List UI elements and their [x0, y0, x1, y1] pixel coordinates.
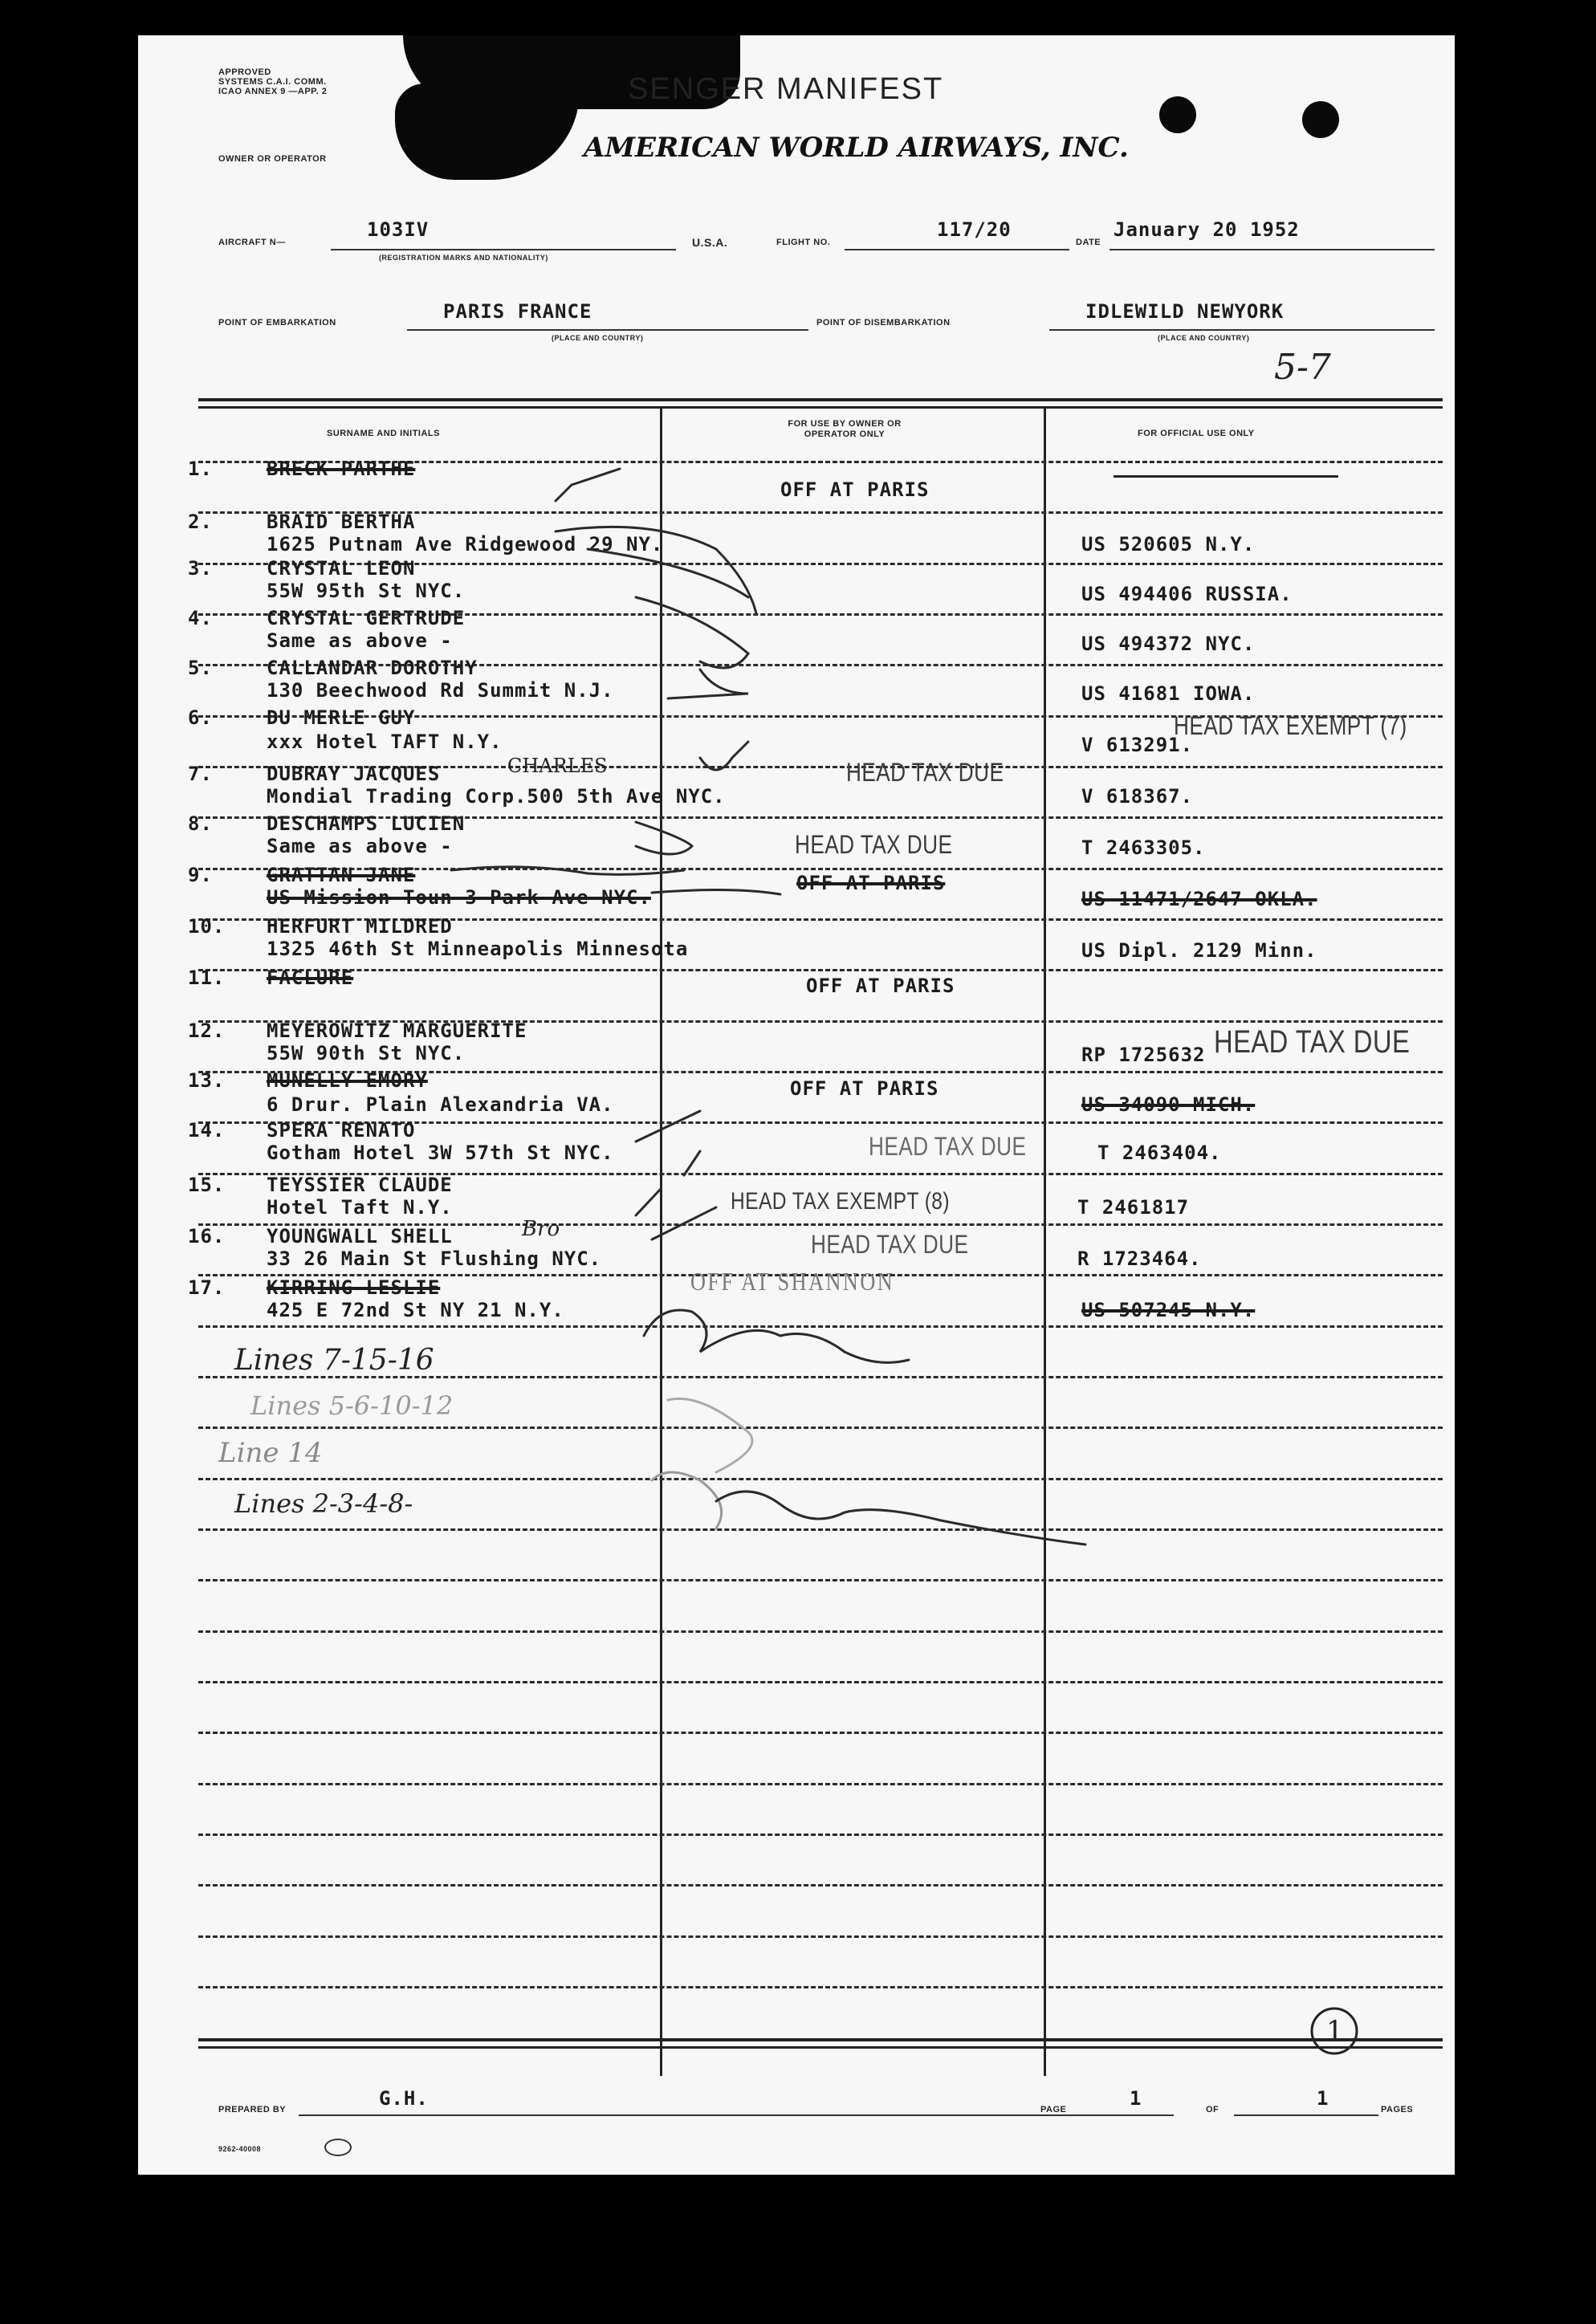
- passenger-address: US Mission Toun 3 Park Ave NYC.: [267, 886, 651, 909]
- head-tax-due-stamp: HEAD TAX DUE: [869, 1132, 1027, 1161]
- handwritten-reference: 5-7: [1274, 347, 1331, 388]
- prepared-by-value: G.H.: [379, 2087, 429, 2110]
- prepared-underline: [299, 2114, 1134, 2116]
- official-entry: T 2463404.: [1097, 1142, 1222, 1164]
- scribble: [451, 867, 780, 894]
- passenger-name: GRATTAN JANE: [267, 864, 416, 886]
- country-label: U.S.A.: [692, 236, 728, 249]
- passenger-name: DESCHAMPS LUCIEN: [267, 812, 466, 835]
- column-header-owner: FOR USE BY OWNER OR OPERATOR ONLY: [788, 419, 902, 439]
- official-entry: US 494406 RUSSIA.: [1081, 583, 1293, 605]
- of-underline: [1234, 2114, 1378, 2116]
- embarkation-label: POINT OF EMBARKATION: [218, 318, 336, 328]
- handwriting-overlay: [138, 35, 1455, 2175]
- passenger-address: Hotel Taft N.Y.: [267, 1196, 453, 1219]
- passenger-name: BRAID BERTHA: [267, 511, 416, 533]
- of-label: OF: [1206, 2105, 1219, 2114]
- row-number: 9.: [188, 864, 213, 886]
- prepared-by-label: PREPARED BY: [218, 2105, 287, 2114]
- row-number: 5.: [188, 657, 213, 679]
- passenger-name: KIRRING LESLIE: [267, 1276, 441, 1299]
- aircraft-value: 103IV: [367, 218, 430, 241]
- handwritten-charles: CHARLES: [507, 755, 608, 777]
- passenger-address: 33 26 Main St Flushing NYC.: [267, 1247, 602, 1270]
- date-value: January 20 1952: [1114, 218, 1300, 241]
- check-mark: [668, 670, 748, 698]
- official-entry: US 41681 IOWA.: [1081, 682, 1256, 705]
- check-mark: [652, 1207, 716, 1239]
- check-mark: [636, 1111, 700, 1175]
- approval-line2: SYSTEMS C.A.I. COMM.: [218, 77, 327, 87]
- passenger-address: xxx Hotel TAFT N.Y.: [267, 731, 503, 753]
- column-header-official: FOR OFFICIAL USE ONLY: [1138, 429, 1255, 438]
- official-entry: V 618367.: [1081, 785, 1194, 808]
- passenger-address: Same as above -: [267, 835, 453, 857]
- passenger-address: Mondial Trading Corp.500 5th Ave NYC.: [267, 785, 726, 808]
- flight-value: 117/20: [937, 218, 1012, 241]
- head-tax-due-stamp: HEAD TAX DUE: [811, 1230, 969, 1259]
- page-value: 1: [1130, 2087, 1142, 2110]
- official-entry: V 613291.: [1081, 734, 1194, 756]
- passenger-name: BRECK PARTHE: [267, 458, 416, 480]
- passenger-name: CRYSTAL GERTRUDE: [267, 607, 466, 629]
- passenger-address: 6 Drur. Plain Alexandria VA.: [267, 1093, 614, 1116]
- row-number: 7.: [188, 763, 213, 785]
- row-number: 8.: [188, 812, 213, 835]
- column-header-names: SURNAME AND INITIALS: [327, 429, 440, 438]
- passenger-name: DUBRAY JACQUES: [267, 763, 441, 785]
- row-number: 17.: [188, 1276, 226, 1299]
- handwritten-note: Lines 2-3-4-8-: [234, 1488, 413, 1519]
- row-number: 13.: [188, 1069, 226, 1092]
- pages-label: PAGES: [1381, 2105, 1414, 2114]
- union-bug-icon: [324, 2139, 352, 2156]
- official-entry: RP 1725632: [1081, 1044, 1206, 1066]
- passenger-name: MUNELLY EMORY: [267, 1069, 428, 1092]
- row-number: 3.: [188, 557, 213, 580]
- flight-label: FLIGHT NO.: [776, 238, 831, 247]
- row-number: 14.: [188, 1119, 226, 1142]
- check-mark: [700, 742, 748, 770]
- handwritten-note: Line 14: [218, 1437, 323, 1469]
- official-entry: R 1723464.: [1077, 1247, 1202, 1270]
- head-tax-exempt-stamp: HEAD TAX EXEMPT (7): [1174, 711, 1407, 740]
- passenger-name: MEYEROWITZ MARGUERITE: [267, 1020, 527, 1042]
- passenger-address: 425 E 72nd St NY 21 N.Y.: [267, 1299, 564, 1321]
- embarkation-value: PARIS FRANCE: [443, 300, 592, 323]
- row-number: 15.: [188, 1174, 226, 1196]
- aircraft-label: AIRCRAFT N—: [218, 238, 286, 247]
- passenger-name: CRYSTAL LEON: [267, 557, 416, 580]
- handwritten-note: Lines 7-15-16: [234, 1344, 434, 1377]
- handwritten-bro: Bro: [522, 1217, 560, 1241]
- page-label: PAGE: [1040, 2105, 1067, 2114]
- head-tax-due-stamp: HEAD TAX DUE: [795, 830, 953, 859]
- signature-scribble: [644, 1310, 909, 1362]
- approval-line1: APPROVED: [218, 67, 271, 77]
- row-number: 16.: [188, 1225, 226, 1247]
- signature-scribble: [668, 1398, 752, 1472]
- passenger-name: TEYSSIER CLAUDE: [267, 1174, 453, 1196]
- owner-note: OFF AT PARIS: [796, 872, 946, 894]
- passenger-name: DU MERLE GUY: [267, 706, 416, 729]
- official-entry: US 34090 MICH.: [1081, 1093, 1256, 1116]
- date-label: DATE: [1076, 238, 1101, 247]
- check-mark: [636, 1190, 660, 1215]
- row-number: 10.: [188, 915, 226, 938]
- of-value: 1: [1317, 2087, 1329, 2110]
- disembarkation-value: IDLEWILD NEWYORK: [1085, 300, 1285, 323]
- passenger-address: 130 Beechwood Rd Summit N.J.: [267, 679, 614, 702]
- check-mark: [556, 527, 756, 613]
- airline-name: AMERICAN WORLD AIRWAYS, INC.: [584, 132, 1129, 164]
- row-number: 4.: [188, 607, 213, 629]
- embarkation-sublabel: (PLACE AND COUNTRY): [552, 334, 644, 342]
- row-number: 6.: [188, 706, 213, 729]
- passenger-name: YOUNGWALL SHELL: [267, 1225, 453, 1247]
- official-entry: T 2463305.: [1081, 836, 1206, 859]
- off-at-shannon-stamp: OFF AT SHANNON: [690, 1267, 895, 1296]
- row-number: 2.: [188, 511, 213, 533]
- passenger-name: HERFURT MILDRED: [267, 915, 453, 938]
- passenger-address: 55W 90th St NYC.: [267, 1042, 466, 1064]
- official-entry: T 2461817: [1077, 1196, 1190, 1219]
- passenger-name: SPERA RENATO: [267, 1119, 416, 1142]
- form-code: 9262-40008: [218, 2145, 262, 2153]
- signature-scribble: [652, 1472, 722, 1528]
- owner-note: OFF AT PARIS: [790, 1077, 939, 1100]
- page-underline: [1077, 2114, 1174, 2116]
- manifest-sheet: [138, 35, 1455, 2175]
- row-number: 12.: [188, 1020, 226, 1042]
- passenger-name: FACLURE: [267, 967, 354, 989]
- disembarkation-sublabel: (PLACE AND COUNTRY): [1158, 334, 1250, 342]
- passenger-address: Same as above -: [267, 629, 453, 652]
- circled-number: 1: [1326, 2015, 1344, 2047]
- signature-scribble: [716, 1492, 1085, 1545]
- aircraft-sublabel: (REGISTRATION MARKS AND NATIONALITY): [379, 254, 548, 262]
- check-mark: [636, 822, 692, 854]
- passenger-name: CALLANDAR DOROTHY: [267, 657, 478, 679]
- manifest-title: SENGER MANIFEST: [628, 72, 944, 106]
- row-number: 11.: [188, 967, 226, 989]
- owner-note: OFF AT PARIS: [806, 975, 955, 997]
- passenger-address: 1625 Putnam Ave Ridgewood 29 NY.: [267, 533, 664, 556]
- passenger-address: 1325 46th St Minneapolis Minnesota: [267, 938, 689, 960]
- official-entry: US 11471/2647 OKLA.: [1081, 888, 1317, 910]
- official-entry: US Dipl. 2129 Minn.: [1081, 939, 1317, 962]
- official-entry: US 494372 NYC.: [1081, 633, 1256, 655]
- check-mark: [636, 597, 748, 668]
- owner-note: OFF AT PARIS: [780, 478, 930, 501]
- check-mark: [556, 469, 620, 501]
- head-tax-due-stamp: HEAD TAX DUE: [1214, 1024, 1411, 1060]
- approval-line3: ICAO ANNEX 9 —APP. 2: [218, 87, 328, 96]
- passenger-address: Gotham Hotel 3W 57th St NYC.: [267, 1142, 614, 1164]
- row-number: 1.: [188, 458, 213, 480]
- official-entry: US 507245 N.Y.: [1081, 1299, 1256, 1321]
- passenger-address: 55W 95th St NYC.: [267, 580, 466, 602]
- handwritten-note: Lines 5-6-10-12: [250, 1390, 454, 1421]
- head-tax-due-stamp: HEAD TAX DUE: [846, 758, 1004, 787]
- disembarkation-label: POINT OF DISEMBARKATION: [816, 318, 951, 328]
- head-tax-exempt-stamp: HEAD TAX EXEMPT (8): [731, 1188, 950, 1215]
- official-entry: US 520605 N.Y.: [1081, 533, 1256, 556]
- owner-label: OWNER OR OPERATOR: [218, 154, 327, 164]
